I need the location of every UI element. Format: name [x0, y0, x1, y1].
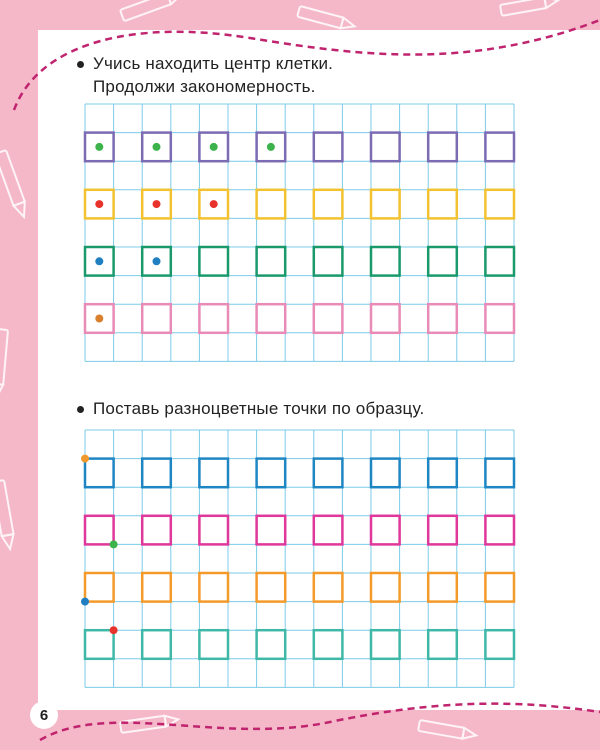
pattern-square [371, 459, 400, 488]
pattern-square [428, 516, 457, 545]
pattern-square [142, 573, 171, 602]
pattern-square [314, 516, 343, 545]
pattern-square [85, 516, 114, 545]
corner-dot [81, 455, 89, 463]
pattern-square [85, 573, 114, 602]
pattern-square [371, 630, 400, 659]
page-number: 6 [30, 701, 58, 729]
pattern-square [428, 459, 457, 488]
pattern-square [314, 630, 343, 659]
pattern-square [199, 516, 228, 545]
corner-dot [81, 598, 89, 606]
corner-dot [110, 626, 118, 634]
pattern-square [142, 630, 171, 659]
pattern-square [485, 516, 514, 545]
pattern-square [257, 459, 286, 488]
instruction-1-line-2: Продолжи закономерность. [93, 77, 316, 96]
pattern-square [371, 516, 400, 545]
pattern-square [314, 459, 343, 488]
pattern-square [428, 630, 457, 659]
pattern-square [199, 630, 228, 659]
pattern-square [485, 573, 514, 602]
pattern-square [142, 459, 171, 488]
corner-dot [110, 540, 118, 548]
pattern-square [257, 630, 286, 659]
pattern-square [85, 459, 114, 488]
pattern-square [257, 516, 286, 545]
pattern-square [428, 573, 457, 602]
pattern-square [485, 630, 514, 659]
instruction-1-line-1: Учись находить центр клетки. [93, 54, 334, 73]
instruction-2-line-1: Поставь разноцветные точки по образцу. [93, 399, 425, 418]
pattern-square [371, 573, 400, 602]
pattern-square [85, 630, 114, 659]
pattern-square [314, 573, 343, 602]
pattern-square [199, 459, 228, 488]
pattern-square [142, 516, 171, 545]
pattern-square [199, 573, 228, 602]
pattern-square [485, 459, 514, 488]
pattern-square [257, 573, 286, 602]
